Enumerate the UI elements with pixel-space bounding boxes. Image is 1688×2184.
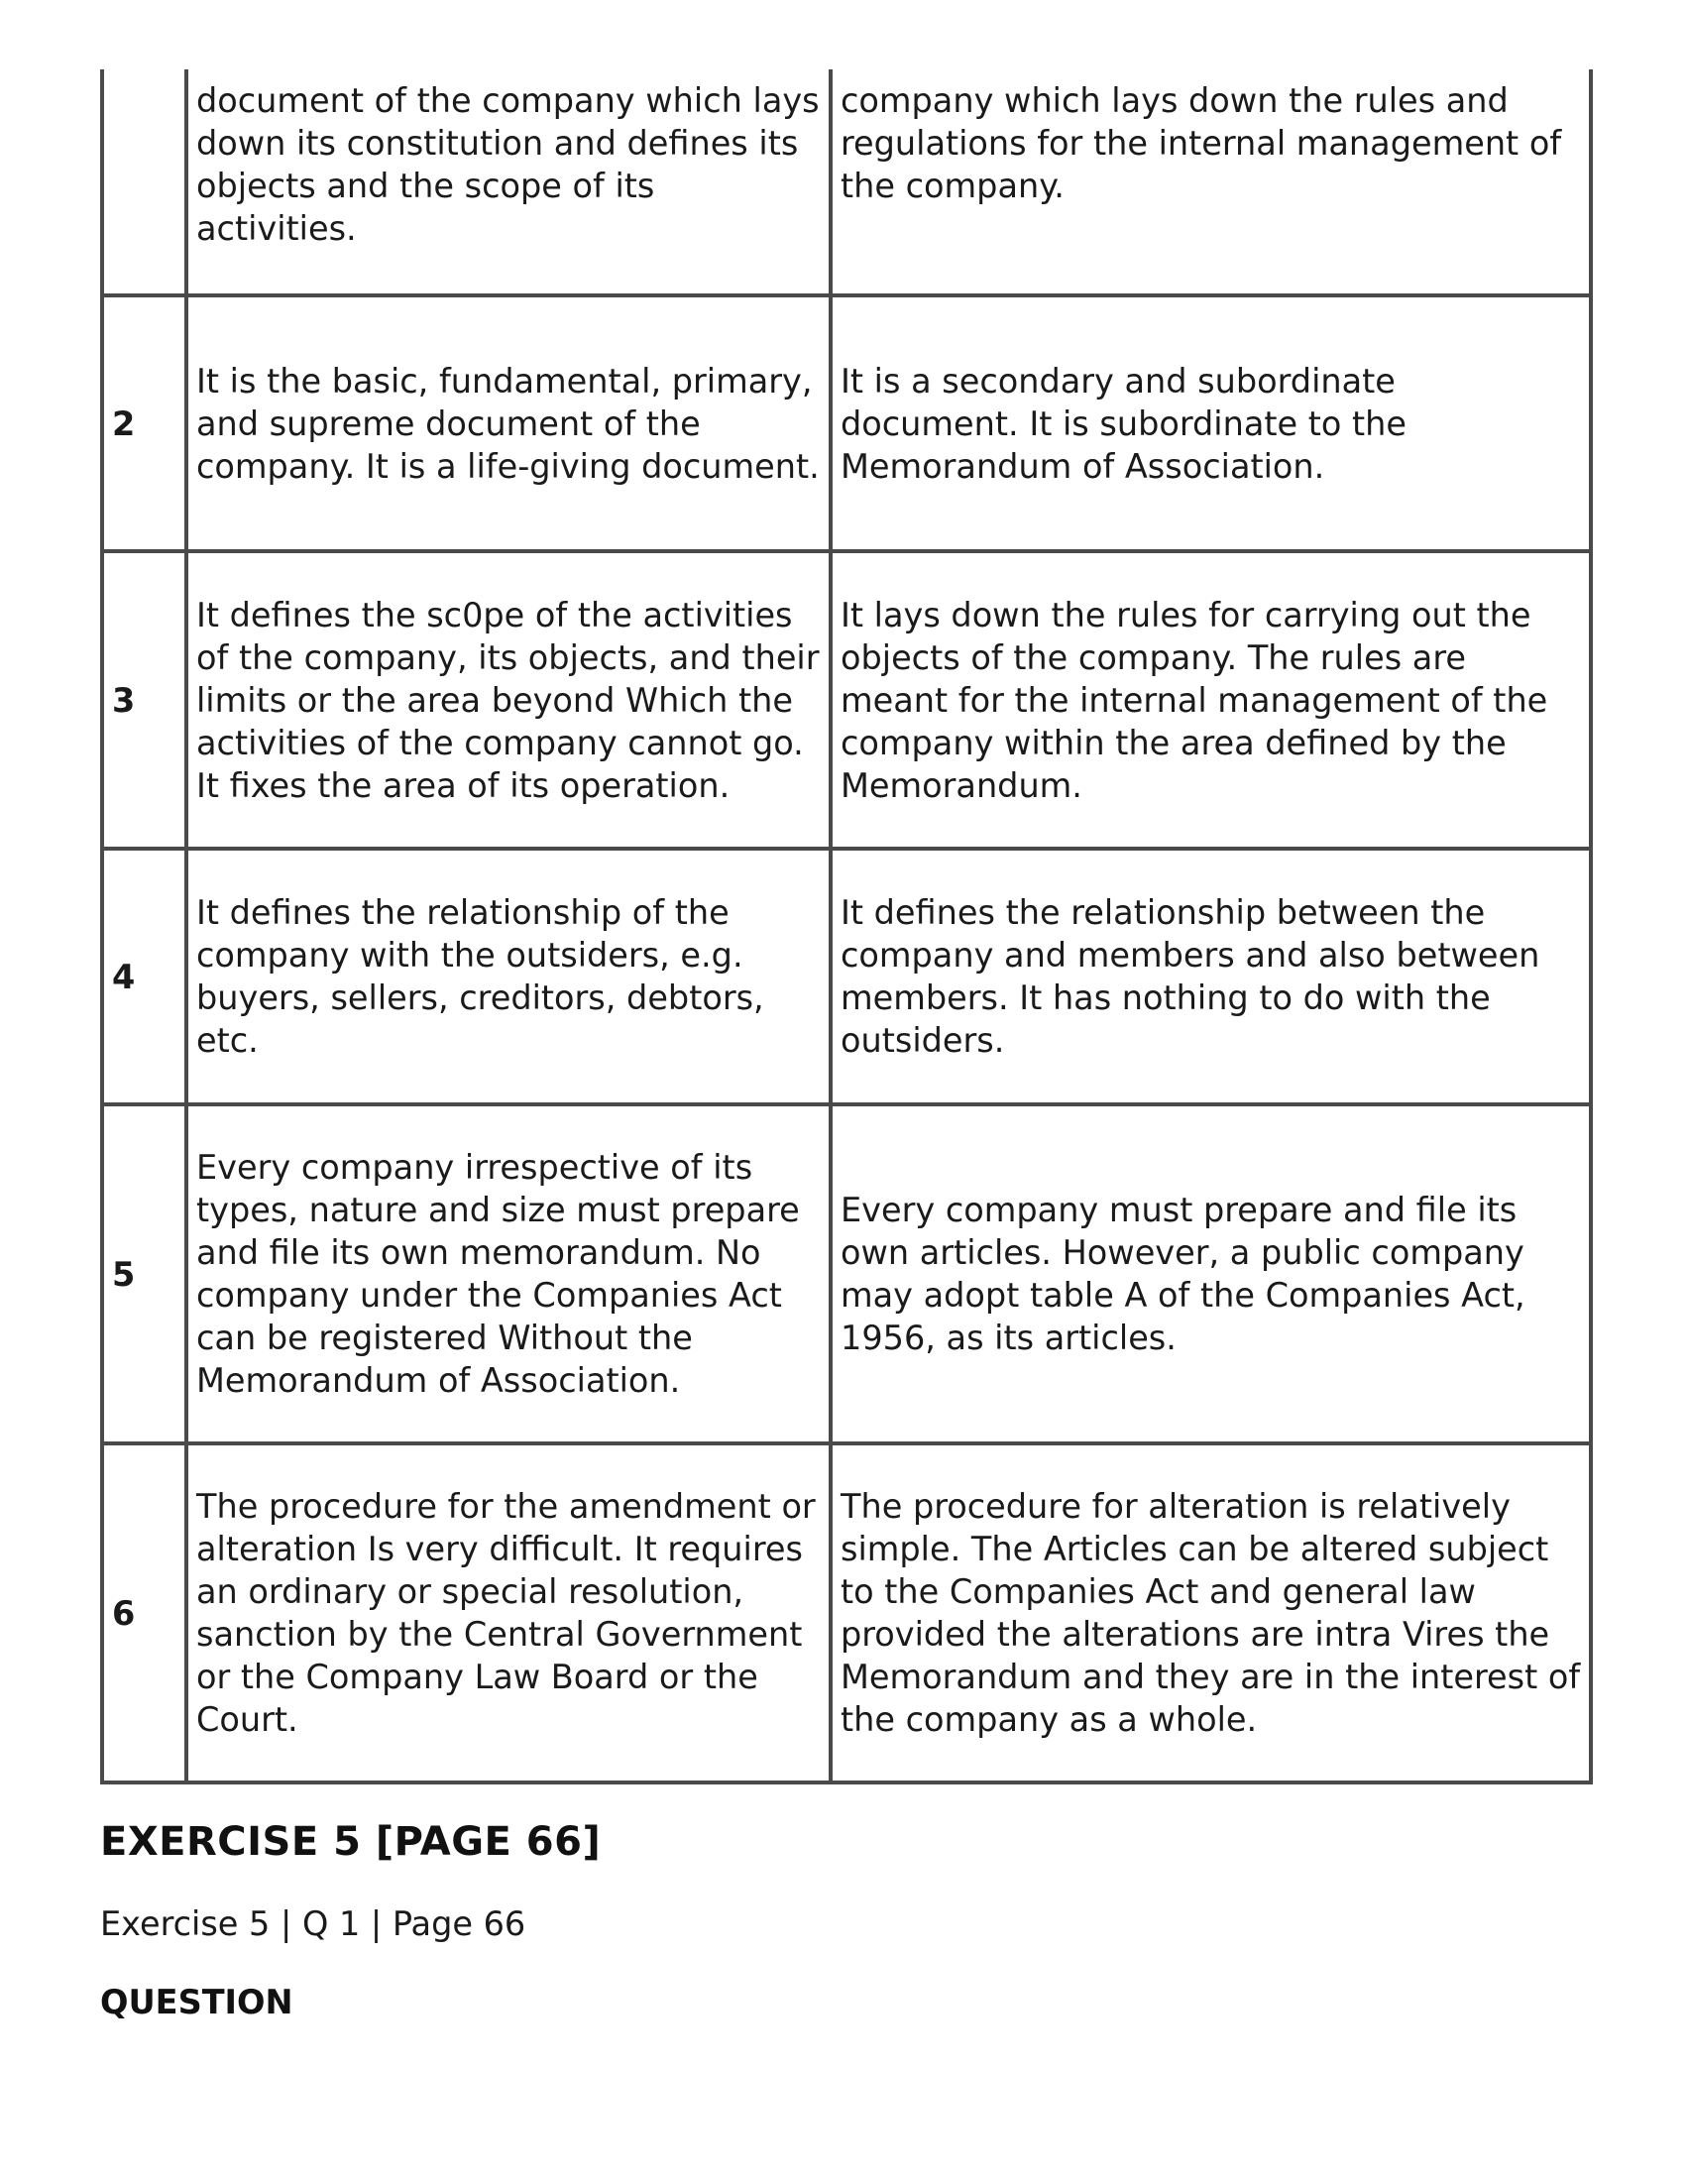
comparison-table bbox=[100, 69, 1593, 1784]
exercise-heading: EXERCISE 5 [PAGE 66] bbox=[100, 1819, 602, 1865]
table-row bbox=[102, 551, 1591, 849]
table-row bbox=[102, 1104, 1591, 1443]
memorandum-cell: document of the company which lays down its constitution and defines its objects and the scope of its activities. bbox=[186, 69, 831, 295]
memorandum-cell: It defines the sc0pe of the activities of the company, its objects, and their limits or the area beyond Which the activities of the company cannot go. It fixes the area of its operation. bbox=[186, 551, 831, 849]
memorandum-cell: It defines the relationship of the company with the outsiders, e.g. buyers, sellers, creditors, debtors, etc. bbox=[186, 849, 831, 1104]
row-number: 4 bbox=[102, 849, 186, 1104]
row-number: 5 bbox=[102, 1104, 186, 1443]
table-row bbox=[102, 849, 1591, 1104]
articles-cell: It is a secondary and subordinate document. It is subordinate to the Memorandum of Association. bbox=[831, 295, 1591, 551]
exercise-reference: Exercise 5 | Q 1 | Page 66 bbox=[100, 1904, 526, 1943]
table-row bbox=[102, 69, 1591, 295]
articles-cell: company which lays down the rules and regulations for the internal management of the company. bbox=[831, 69, 1591, 295]
articles-cell: Every company must prepare and file its own articles. However, a public company may adopt table A of the Companies Act, 1956, as its articles. bbox=[831, 1104, 1591, 1443]
row-number bbox=[102, 69, 186, 295]
memorandum-cell: The procedure for the amendment or alteration Is very difficult. It requires an ordinary or special resolution, sanction by the Central Government or the Company Law Board or the Court. bbox=[186, 1443, 831, 1782]
articles-cell: The procedure for alteration is relatively simple. The Articles can be altered subject to the Companies Act and general law provided the alterations are intra Vires the Memorandum and they are in the interest of the company as a whole. bbox=[831, 1443, 1591, 1782]
row-number: 2 bbox=[102, 295, 186, 551]
table-row bbox=[102, 1443, 1591, 1782]
row-number: 3 bbox=[102, 551, 186, 849]
row-number: 6 bbox=[102, 1443, 186, 1782]
memorandum-cell: It is the basic, fundamental, primary, and supreme document of the company. It is a life-giving document. bbox=[186, 295, 831, 551]
articles-cell: It defines the relationship between the company and members and also between members. It has nothing to do with the outsiders. bbox=[831, 849, 1591, 1104]
question-label: QUESTION bbox=[100, 1983, 293, 2021]
memorandum-cell: Every company irrespective of its types, nature and size must prepare and file its own memorandum. No company under the Companies Act can be registered Without the Memorandum of Association. bbox=[186, 1104, 831, 1443]
articles-cell: It lays down the rules for carrying out the objects of the company. The rules are meant for the internal management of the company within the area defined by the Memorandum. bbox=[831, 551, 1591, 849]
table-row bbox=[102, 295, 1591, 551]
